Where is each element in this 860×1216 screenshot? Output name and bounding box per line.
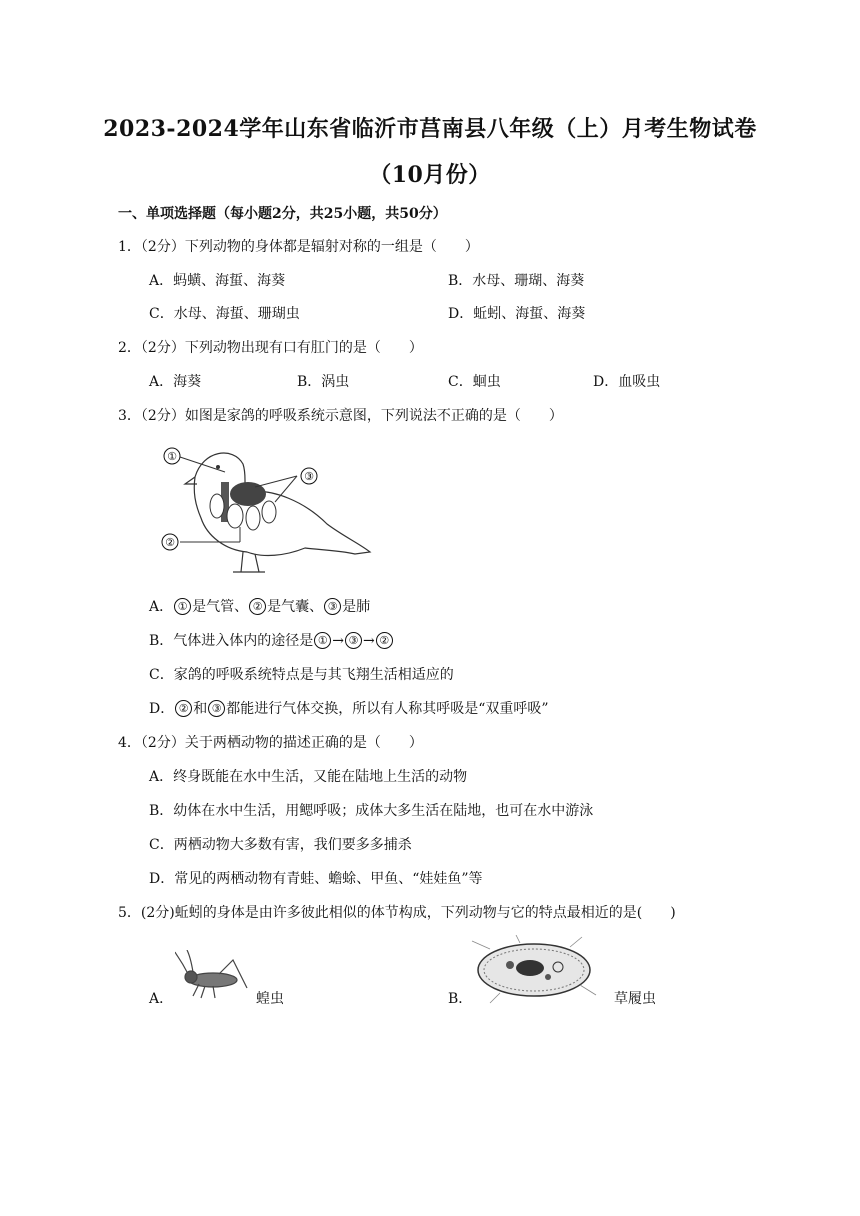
- q2-stem: 2．（2分）下列动物出现有口有肛门的是（ ）: [118, 340, 423, 356]
- q5-option-a-label: A．: [149, 991, 174, 1007]
- grasshopper-image: [175, 950, 255, 1000]
- section-heading: 一、单项选择题（每小题2分，共25小题，共50分）: [118, 206, 447, 222]
- q2-option-c: C．蛔虫: [448, 374, 501, 390]
- diagram-label-2: ②: [165, 536, 175, 549]
- q5-option-b-label: B．: [448, 991, 473, 1007]
- q4-option-d: D．常见的两栖动物有青蛙、蟾蜍、甲鱼、“娃娃鱼”等: [149, 871, 483, 887]
- pigeon-eye: [216, 465, 220, 469]
- q3-option-b: B．气体进入体内的途径是 ① → ③ → ②: [149, 630, 394, 650]
- diagram-label-1: ①: [167, 450, 177, 463]
- diagram-label-3: ③: [304, 470, 314, 483]
- pigeon-respiratory-diagram: [155, 432, 375, 582]
- q5-option-a-name: 蝗虫: [256, 991, 284, 1007]
- q1-stem: 1．（2分）下列动物的身体都是辐射对称的一组是（ ）: [118, 239, 479, 255]
- q3-option-d: D． ② 和 ③ 都能进行气体交换，所以有人称其呼吸是“双重呼吸”: [149, 701, 549, 717]
- q3-option-c: C．家鸽的呼吸系统特点是与其飞翔生活相适应的: [149, 667, 454, 683]
- q4-option-c: C．两栖动物大多数有害，我们要多多捕杀: [149, 837, 412, 853]
- q4-option-a: A．终身既能在水中生活，又能在陆地上生活的动物: [149, 769, 468, 785]
- paramecium-image: [470, 935, 600, 1005]
- q2-option-d: D．血吸虫: [593, 374, 661, 390]
- q1-option-b: B．水母、珊瑚、海葵: [448, 273, 585, 289]
- q2-option-a: A．海葵: [149, 374, 202, 390]
- q4-option-b: B．幼体在水中生活，用鳃呼吸；成体大多生活在陆地，也可在水中游泳: [149, 803, 594, 819]
- page-title: 2023-2024学年山东省临沂市莒南县八年级（上）月考生物试卷: [103, 116, 757, 142]
- q1-option-a: A．蚂蟥、海蜇、海葵: [149, 273, 286, 289]
- q1-option-d: D．蚯蚓、海蜇、海葵: [448, 306, 586, 322]
- q3-stem: 3．（2分）如图是家鸽的呼吸系统示意图，下列说法不正确的是（ ）: [118, 408, 563, 424]
- q3-option-a: A． ① 是气管、 ② 是气囊、 ③ 是肺: [149, 599, 371, 615]
- q2-option-b: B．涡虫: [297, 374, 350, 390]
- q5-stem: 5．(2分)蚯蚓的身体是由许多彼此相似的体节构成，下列动物与它的特点最相近的是( ): [118, 905, 676, 921]
- page-subtitle: （10月份）: [369, 162, 491, 188]
- q5-option-b-name: 草履虫: [614, 991, 656, 1007]
- air-sac-shape: [210, 494, 224, 518]
- q4-stem: 4．（2分）关于两栖动物的描述正确的是（ ）: [118, 735, 423, 751]
- q1-option-c: C．水母、海蜇、珊瑚虫: [149, 306, 300, 322]
